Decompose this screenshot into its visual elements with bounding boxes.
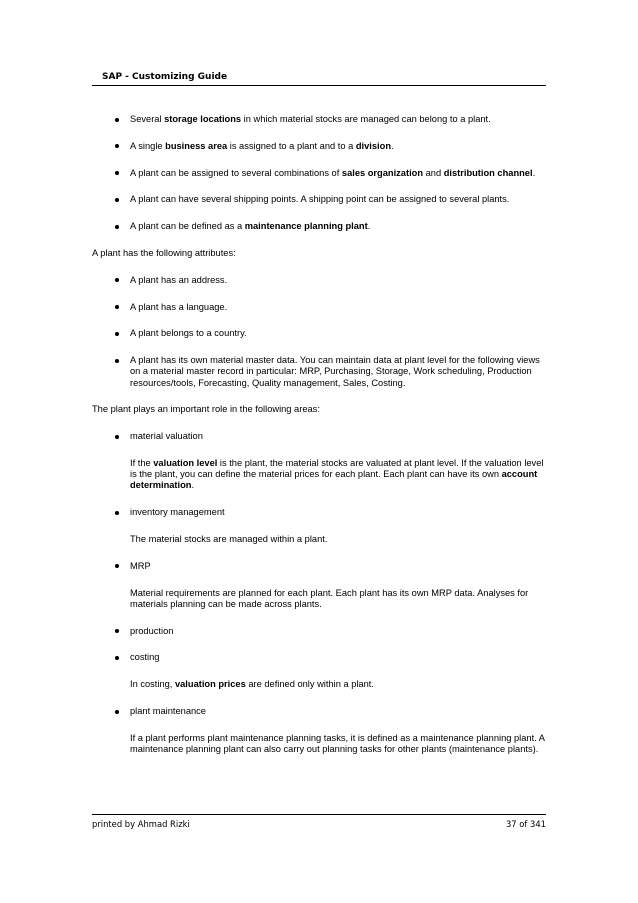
bullet-icon (115, 564, 119, 568)
area-item (92, 507, 552, 518)
bullet-icon (115, 435, 119, 439)
bullet-icon (115, 511, 119, 515)
bold-term: valuation prices (174, 679, 246, 690)
bold-term: division (355, 140, 392, 151)
list-item (92, 302, 552, 313)
bold-term: sales organization (341, 167, 424, 178)
bullet-text: A single business area is assigned to a plant and to a division. (130, 140, 394, 151)
area-item (92, 706, 552, 717)
bullet-text: A plant can be defined as a maintenance planning plant. (130, 221, 371, 232)
page-footer (92, 814, 546, 829)
bullet-text: A plant can have several shipping points. A shipping point can be assigned to several plants. (130, 194, 510, 205)
list-item (92, 221, 552, 232)
attributes-intro: A plant has the following attributes: (92, 247, 236, 258)
page-header (92, 72, 546, 86)
bullet-text: plant maintenance (130, 705, 206, 716)
bullet-text: A plant has an address. (130, 274, 228, 285)
bold-term: maintenance planning plant (244, 221, 368, 232)
plant-assignment-list (92, 114, 552, 232)
bullet-icon (115, 198, 119, 202)
bullet-icon (115, 656, 119, 660)
bullet-text: material valuation (130, 431, 203, 442)
list-item (92, 328, 552, 339)
bullet-text: MRP (130, 560, 151, 571)
bold-term: distribution channel (443, 167, 533, 178)
footer-printed-by: printed by Ahmad Rizki (92, 819, 190, 829)
plant-attributes-list (92, 275, 552, 389)
bullet-text: A plant has its own material master data. You can maintain data at plant level for the following views on a material master record in particular: MRP, Purchasing, Storage, Work scheduling, Production resources/tools, Forecasting, Quality management, Sales, Costing. (130, 355, 540, 388)
bold-term: account determination (130, 469, 538, 491)
bullet-icon (115, 144, 119, 148)
bullet-icon (115, 710, 119, 714)
bullet-text: inventory management (130, 507, 225, 518)
area-description: Material requirements are planned for each plant. Each plant has its own MRP data. Analyses for materials planning can be made across plants. (130, 587, 529, 609)
list-item (92, 275, 552, 286)
bullet-text: A plant can be assigned to several combinations of sales organization and distribution channel. (130, 167, 536, 178)
bullet-text: A plant has a language. (130, 301, 228, 312)
page-number: 37 of 341 (505, 819, 546, 829)
bullet-text: Several storage locations in which material stocks are managed can belong to a plant. (130, 114, 491, 124)
area-item (92, 626, 552, 637)
bullet-icon (115, 278, 119, 282)
list-item (92, 168, 552, 179)
areas-intro: The plant plays an important role in the following areas: (92, 404, 320, 415)
bullet-icon (115, 359, 119, 363)
header-title: SAP - Customizing Guide (102, 72, 228, 82)
bullet-icon (115, 305, 119, 309)
area-description: If the valuation level is the plant, the material stocks are valuated at plant level. If the valuation level is the plant, you can define the material prices for each plant. Each plant can have its own account determination. (130, 457, 544, 491)
list-item (92, 114, 552, 125)
area-description: In costing, valuation prices are defined only within a plant. (130, 679, 374, 690)
bullet-icon (115, 629, 119, 633)
bullet-icon (115, 225, 119, 229)
page-content (92, 114, 552, 771)
bullet-text: costing (130, 652, 160, 663)
list-item (92, 355, 552, 389)
area-item (92, 431, 552, 442)
bold-term: valuation level (153, 457, 218, 468)
bullet-icon (115, 171, 119, 175)
bullet-text: production (130, 625, 174, 636)
list-item (92, 141, 552, 152)
area-description: If a plant performs plant maintenance planning tasks, it is defined as a maintenance planning plant. A maintenance planning plant can also carry out planning tasks for other plants (maintenance plants). (130, 732, 545, 754)
area-item (92, 652, 552, 663)
bold-term: business area (165, 140, 228, 151)
bold-term: storage locations (164, 114, 242, 124)
list-item (92, 194, 552, 205)
plant-areas-list (92, 431, 552, 755)
bullet-icon (115, 332, 119, 336)
bullet-text: A plant belongs to a country. (130, 328, 247, 339)
bullet-icon (115, 118, 119, 122)
area-description: The material stocks are managed within a plant. (130, 533, 328, 544)
area-item (92, 561, 552, 572)
